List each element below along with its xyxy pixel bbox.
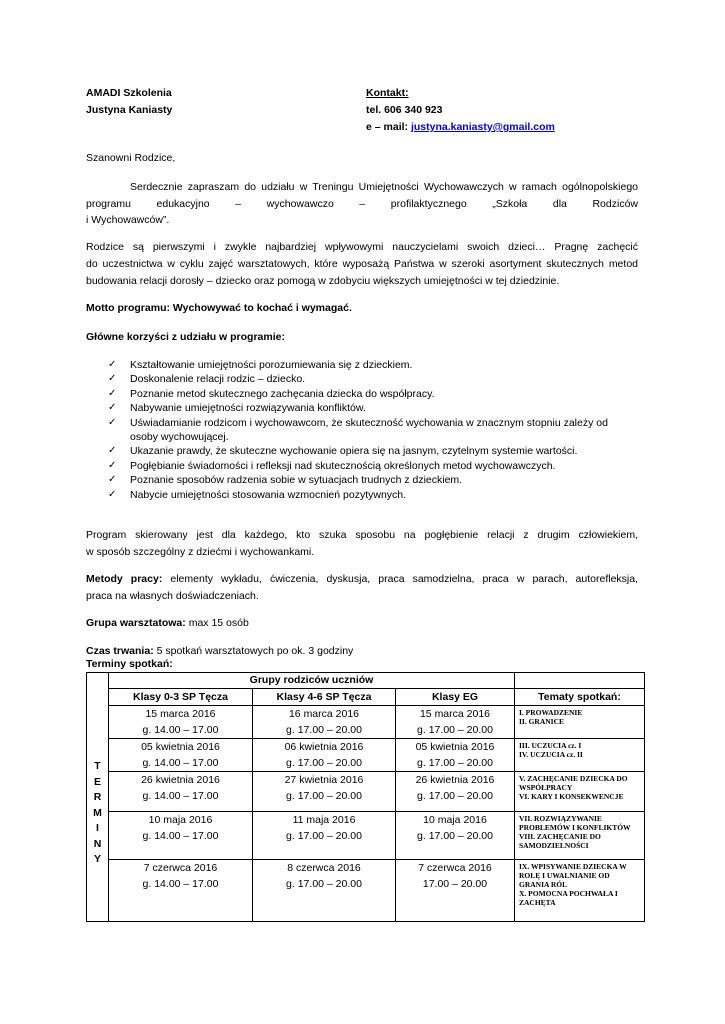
para2-line-1: Rodzice są pierwszymi i zwykle najbardziej wpływowymi nauczycielami swoich dzieci… Pragnę zachęcić [86,241,638,253]
col-header-topics: Tematy spotkań: [515,689,645,706]
table-cell: 05 kwietnia 2016 g. 14.00 – 17.00 [109,739,253,772]
empty-header-cell [515,673,645,689]
topics-cell: III. UCZUCIA cz. I IV. UCZUCIA cz. II [515,739,645,772]
list-item: ✓ Poznanie metod skutecznego zachęcania dziecka do współpracy. [108,387,435,400]
list-item: ✓ Kształtowanie umiejętności porozumiewania się z dzieckiem. [108,359,413,371]
group-label: Grupa warsztatowa: [86,617,186,629]
methods-line-2: praca na własnych doświadczeniach. [86,590,259,602]
check-icon: ✓ [108,445,117,457]
check-icon: ✓ [108,416,117,428]
check-icon: ✓ [108,459,117,471]
topics-cell: I. PROWADZENIE II. GRANICE [515,706,645,739]
check-icon: ✓ [108,387,117,399]
schedule-table [86,672,645,922]
corner-cell [87,673,109,689]
dates-label: Terminy spotkań: [86,658,173,670]
greeting: Szanowni Rodzice, [86,152,176,164]
list-item: ✓ Doskonalenie relacji rodzic – dziecko. [108,373,306,386]
program-line-1: Program skierowany jest dla każdego, kto szuka sposobu na pogłębienie relacji z drugim człowiekiem, [86,529,638,541]
col-header-eg: Klasy EG [396,689,515,706]
benefits-heading: Główne korzyści z udziału w programie: [86,331,285,343]
check-icon: ✓ [108,488,117,500]
table-cell: 27 kwietnia 2016 g. 17.00 – 20.00 [253,772,396,812]
check-icon: ✓ [108,373,117,385]
table-cell: 7 czerwca 2016 g. 14.00 – 17.00 [109,860,253,922]
duration: Czas trwania: 5 spotkań warsztatowych po ok. 3 godziny [86,645,354,657]
para2-line-2: do uczestnictwa w cyklu zajęć warsztatowych, które wyposażą Państwa w szeroki asortyment skutecznych metod [86,258,638,270]
duration-label: Czas trwania: [86,645,154,657]
table-cell: 16 marca 2016 g. 17.00 – 20.00 [253,706,396,739]
intro-line-3: i Wychowawców”. [86,214,170,226]
check-icon: ✓ [108,359,117,370]
program-line-2: w sposób szczególny z dziećmi i wychowankami. [86,546,315,558]
list-item: ✓ Nabycie umiejętności stosowania wzmocnień pozytywnych. [108,488,407,501]
check-icon: ✓ [108,402,117,414]
contact-label: Kontakt: [366,87,409,99]
email-label: e – mail: [366,121,411,133]
motto: Motto programu: Wychowywać to kochać i wymagać. [86,302,352,314]
terminy-vertical-label: T E R M I N Y [87,706,109,922]
topics-cell: V. ZACHĘCANIE DZIECKA DO WSPÓŁPRACY VI. KARY I KONSEKWENCJE [515,772,645,812]
list-item: ✓ Nabywanie umiejętności rozwiązywania konfliktów. [108,402,366,415]
topics-cell: IX. WPISYWANIE DZIECKA W ROLĘ I UWALNIANIE OD GRANIA RÓL X. POMOCNA POCHWAŁA I ZACHĘTA [515,860,645,922]
table-cell: 8 czerwca 2016 g. 17.00 – 20.00 [253,860,396,922]
group-size: Grupa warsztatowa: max 15 osób [86,617,249,629]
person-name: Justyna Kaniasty [86,104,173,116]
methods-label: Metody pracy: [86,573,163,585]
methods-line-1: Metody pracy: elementy wykładu, ćwiczenia, dyskusja, praca samodzielna, praca w parach, autorefleksja, [86,573,638,585]
table-cell: 26 kwietnia 2016 g. 14.00 – 17.00 [109,772,253,812]
email-link[interactable]: justyna.kaniasty@gmail.com [410,121,555,133]
table-cell: 10 maja 2016 g. 14.00 – 17.00 [109,812,253,860]
col-header-0-3: Klasy 0-3 SP Tęcza [109,689,253,706]
para2-line-3: budowania relacji dorosły – dziecko oraz pomogą w zdobyciu większych umiejętności w tej dziedzinie. [86,275,560,287]
table-cell: 26 kwietnia 2016 g. 17.00 – 20.00 [396,772,515,812]
table-cell: 7 czerwca 2016 17.00 – 20.00 [396,860,515,922]
table-cell: 15 marca 2016 g. 17.00 – 20.00 [396,706,515,739]
table-cell: 05 kwietnia 2016 g. 17.00 – 20.00 [396,739,515,772]
intro-line-1: Serdecznie zapraszam do udziału w Treningu Umiejętności Wychowawczych w ramach ogólnopolskiego [130,181,638,193]
table-cell: 10 maja 2016 g. 17.00 – 20.00 [396,812,515,860]
phone-number: tel. 606 340 923 [366,104,443,116]
email-line [366,121,555,133]
topics-cell: VII. ROZWIĄZYWANIE PROBLEMÓW I KONFLIKTÓW VIII. ZACHĘCANIE DO SAMODZIELNOŚCI [515,812,645,860]
org-name: AMADI Szkolenia [86,87,172,99]
list-item-continuation: osoby wychowującej. [130,431,229,444]
list-item: ✓ Uświadamianie rodzicom i wychowawcom, że skuteczność wychowania w znacznym stopniu zależy od osoby wychowującej. [108,416,608,444]
list-item: ✓ Ukazanie prawdy, że skuteczne wychowanie opiera się na jasnym, czytelnym systemie wartości. [108,445,578,458]
intro-line-2: programu edukacyjno – wychowawczo – profilaktycznego „Szkoła dla Rodziców [86,198,638,210]
list-item: ✓ Pogłębianie świadomości i refleksji nad skutecznością określonych metod wychowawczych. [108,459,556,472]
table-cell: 11 maja 2016 g. 17.00 – 20.00 [253,812,396,860]
group-header: Grupy rodziców uczniów [109,673,515,689]
benefits-list [108,358,648,502]
spacer-cell [87,689,109,706]
list-item: ✓ Poznanie sposobów radzenia sobie w sytuacjach trudnych z dzieckiem. [108,474,463,487]
check-icon: ✓ [108,474,117,486]
col-header-4-6: Klasy 4-6 SP Tęcza [253,689,396,706]
table-cell: 06 kwietnia 2016 g. 17.00 – 20.00 [253,739,396,772]
table-cell: 15 marca 2016 g. 14.00 – 17.00 [109,706,253,739]
